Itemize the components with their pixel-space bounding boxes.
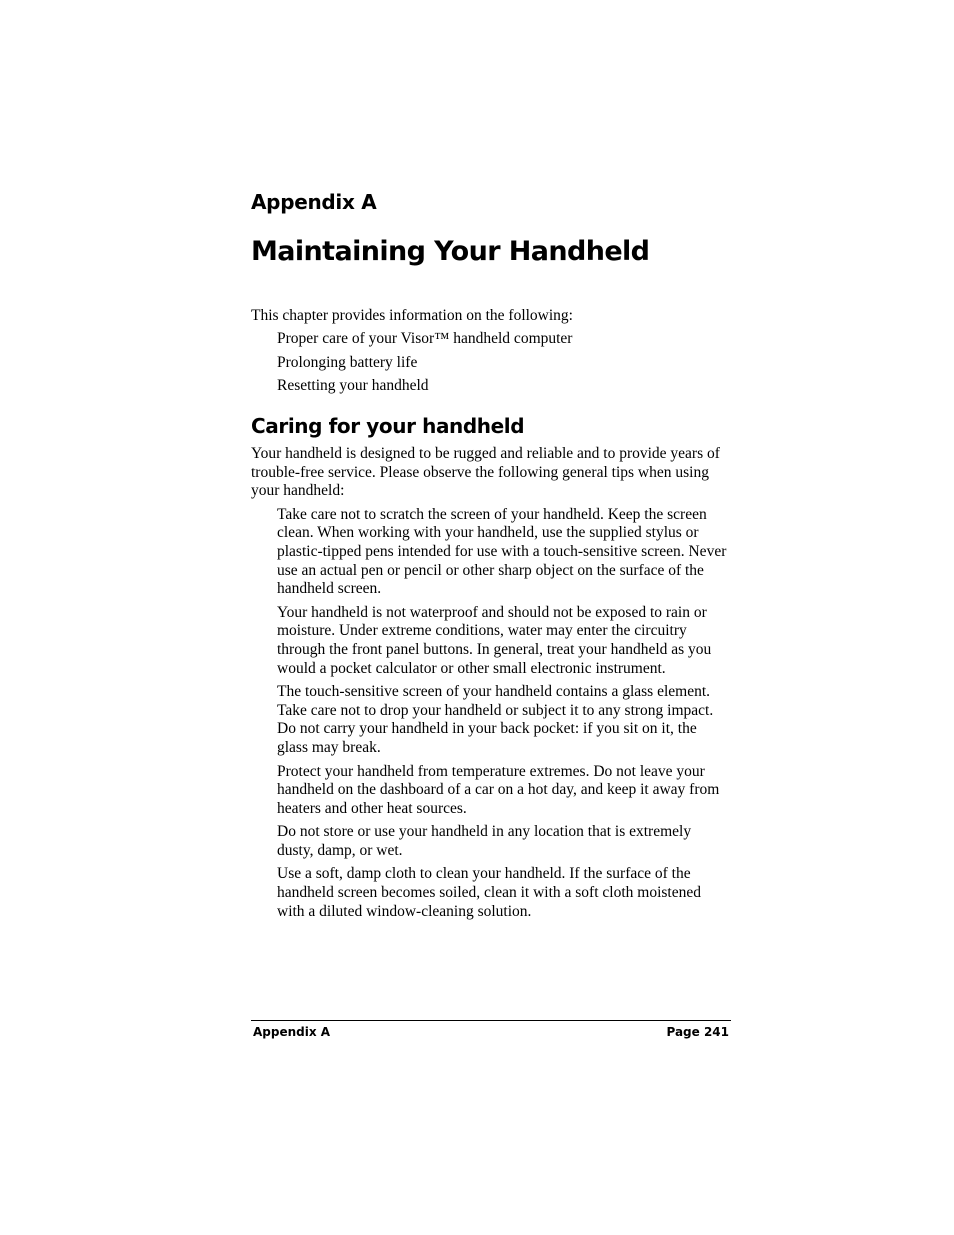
- list-item: Resetting your handheld: [277, 376, 429, 394]
- section-body: [251, 445, 731, 926]
- intro-lead: This chapter provides information on the following:: [251, 307, 573, 324]
- section-heading: Caring for your handheld: [251, 414, 525, 438]
- list-item: Proper care of your Visor™ handheld computer: [277, 330, 573, 348]
- list-item: Do not store or use your handheld in any location that is extremely dusty, damp, or wet.: [277, 823, 692, 859]
- footer-divider: [251, 1020, 731, 1021]
- intro-topic-list: [251, 327, 731, 397]
- list-item: Use a soft, damp cloth to clean your handheld. If the surface of the handheld screen becomes soiled, clean it with a soft cloth moistened with a diluted window-cleaning solution.: [277, 865, 701, 920]
- page-number: Page 241: [666, 1025, 729, 1039]
- list-item: Take care not to scratch the screen of your handheld. Keep the screen clean. When working with your handheld, use the supplied stylus or plastic-tipped pens intended for use with a touch-sensitive screen. Never use an actual pen or pencil or other sharp object on the surface of the handheld screen.: [277, 505, 727, 598]
- footer-section-label: Appendix A: [253, 1025, 331, 1039]
- list-item: The touch-sensitive screen of your handheld contains a glass element. Take care not to drop your handheld or subject it to any strong impact. Do not carry your handheld in your back pocket: if you sit on it, the glass may break.: [277, 683, 714, 756]
- list-item: Prolonging battery life: [277, 353, 418, 371]
- list-item: Your handheld is not waterproof and should not be exposed to rain or moisture. Under extreme conditions, water may enter the circuitry through the front panel buttons. In general, treat your handheld as you would a pocket calculator or other small electronic instrument.: [277, 603, 712, 677]
- chapter-title: Maintaining Your Handheld: [251, 236, 650, 267]
- section-lead: Your handheld is designed to be rugged and reliable and to provide years of trouble-free service. Please observe the following general tips when using your handheld:: [251, 445, 720, 500]
- intro-block: [251, 304, 731, 397]
- page-footer: [253, 1025, 729, 1039]
- appendix-label: Appendix A: [251, 190, 377, 214]
- care-tips-list: [251, 506, 731, 921]
- list-item: Protect your handheld from temperature extremes. Do not leave your handheld on the dashboard of a car on a hot day, and keep it away from heaters and other heat sources.: [277, 762, 720, 817]
